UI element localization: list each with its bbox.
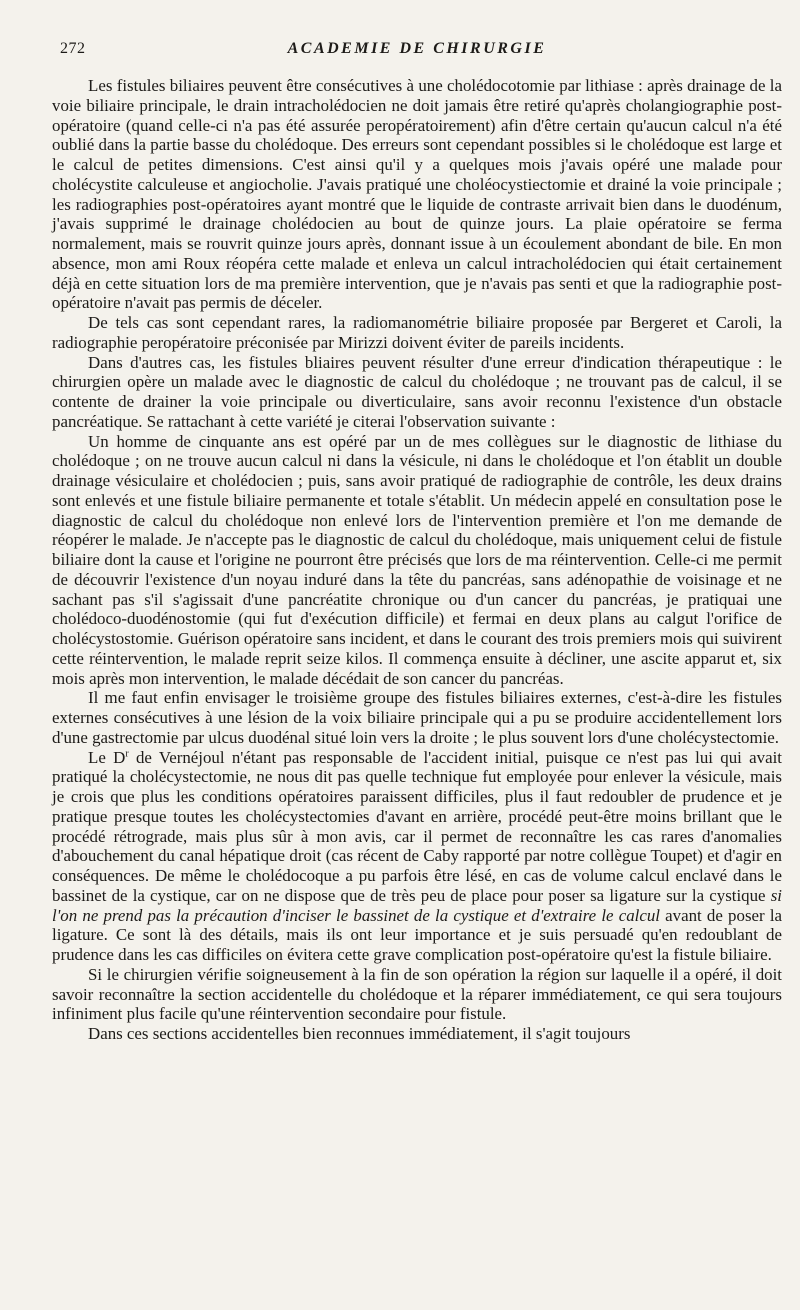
paragraph-8: Dans ces sections accidentelles bien reconnues immédiatement, il s'agit toujours <box>88 1024 631 1043</box>
paragraph-5: Il me faut enfin envisager le troisième groupe des fistules biliaires externes, c'est-à-dire les fistules externes consécutives à une lésion de la voix biliaire principale qui a pu se produire accidentellement lors d'une gastrectomie par ulcus duodénal situé loin vers la droite ; le plus souvent lors d'une cholécystectomie. <box>52 688 782 747</box>
paragraph-6-text: de Vernéjoul n'étant pas responsable de l'accident initial, puisque ce n'est pas lui qui avait pratiqué la cholécystectomie, ne nous dit pas quelle technique fut employée pour enlever la vésicule, mais je crois que plus les conditions opératoires paraissent difficiles, plus il faut redoubler de prudence et je pratique presque toutes les cholécystectomies d'avant en arrière, procédé peut-être moins brillant que le procédé rétrograde, mais plus sûr à mon avis, car il permet de reconnaître les cas rares d'anomalies d'abouchement du canal hépatique droit (cas récent de Caby rapporté par notre collègue Toupet) et d'agir en conséquences. De même le cholédocoque a pu parfois être lésé, en cas de volume calcul enclavé dans le bassinet de la cystique, car on ne dispose que de très peu de place pour poser sa ligature sur la cystique <box>52 747 782 905</box>
paragraph-1: Les fistules biliaires peuvent être consécutives à une cholédocotomie par lithiase : après drainage de la voie biliaire principale, le drain intracholédocien ne doit jamais être retiré qu'après cholangiographie post-opératoire (quand celle-ci n'a pas été assurée peropératoirement) afin d'être certain qu'aucun calcul n'a été oublié dans la partie basse du cholédoque. Des erreurs sont cependant possibles si le cholédoque est large et le calcul de petites dimensions. C'est ainsi qu'il y a quelques mois j'avais opéré une malade pour cholécystite calculeuse et angiocholie. J'avais pratiqué une choléocystiectomie et drainé la voie principale ; les radiographies post-opératoires ayant montré que le liquide de contraste arrivait bien dans le duodénum, j'avais supprimé le drainage cholédocien au bout de quinze jours. La plaie opératoire se ferma normalement, mais se rouvrit quinze jours après, donnant issue à un écoulement abondant de bile. En mon absence, mon ami Roux réopéra cette malade et enleva un calcul intracholédocien qui était certainement déjà en cette situation lors de ma première intervention, que je n'avais pas senti et que la radiographie post-opératoire n'avait pas permis de déceler. <box>52 76 782 313</box>
page-number: 272 <box>60 40 86 57</box>
paragraph-3: Dans d'autres cas, les fistules bliaires peuvent résulter d'une erreur d'indication thérapeutique : le chirurgien opère un malade avec le diagnostic de calcul du cholédoque ; ne trouvant pas de calcul, il se contente de drainer la voie principale ou diverticulaire, sans avoir reconnu l'existence d'un obstacle pancréatique. Se rattachant à cette variété je citerai l'observation suivante : <box>52 352 782 431</box>
page <box>52 36 782 1044</box>
superscript-r: r <box>125 747 129 759</box>
paragraph-6-end: avant de poser la ligature. Ce sont là des détails, mais ils ont leur importance et je suis persuadé qu'en redoublant de prudence dans les cas difficiles on évitera cette grave complication post-opératoire qu'est la fistule biliaire. <box>52 905 783 964</box>
paragraph-2: De tels cas sont cependant rares, la radiomanométrie biliaire proposée par Bergeret et Caroli, la radiographie peropératoire préconisée par Mirizzi doivent éviter de pareils incidents. <box>52 313 782 352</box>
paragraph-4: Un homme de cinquante ans est opéré par un de mes collègues sur le diagnostic de lithiase du cholédoque ; on ne trouve aucun calcul ni dans la vésicule, ni dans le cholédoque et l'on établit un double drainage vésiculaire et cholédocien ; puis, sans avoir pratiqué de radiographie de contrôle, les deux drains sont enlevés et une fistule biliaire permanente et totale s'établit. Un médecin appelé en consultation pose le diagnostic de calcul du cholédoque non enlevé lors de l'intervention première et l'on me demande de réopérer le malade. Je n'accepte pas le diagnostic de calcul du cholédoque, mais uniquement celui de fistule biliaire dont la cause et l'origine ne pourront être précisés que lors de ma réintervention. Celle-ci me permit de découvrir l'existence d'un noyau induré dans la tête du pancréas, sans adénopathie de voisinage et ne sachant pas s'il s'agissait d'une pancréatite chronique ou d'un cancer du pancréas, je pratiquai une cholédoco-duodénostomie (qui fut d'exécution difficile) et fermai en deux plans au calgut l'orifice de cholécystostomie. Guérison opératoire sans incident, et dans le courant des trois premiers mois qui suivirent cette réintervention, le malade reprit seize kilos. Il commença ensuite à décliner, une ascite apparut et, six mois après mon intervention, le malade décédait de son cancer du pancréas. <box>52 431 782 688</box>
running-title: ACADEMIE DE CHIRURGIE <box>287 40 547 57</box>
paragraph-6-start: Le D <box>88 747 126 767</box>
body-text <box>52 76 782 1044</box>
paragraph-6-italic: si l'on ne prend pas la précaution d'inciser le bassinet de la cystique et d'extraire le calcul <box>52 885 782 925</box>
paragraph-6 <box>52 748 782 965</box>
paragraph-7: Si le chirurgien vérifie soigneusement à la fin de son opération la région sur laquelle il a opéré, il doit savoir reconnaître la section accidentelle du cholédoque et la réparer immédiatement, ce qui sera toujours infiniment plus facile qu'une réintervention secondaire pour fistule. <box>52 964 782 1024</box>
page-header <box>52 36 782 62</box>
